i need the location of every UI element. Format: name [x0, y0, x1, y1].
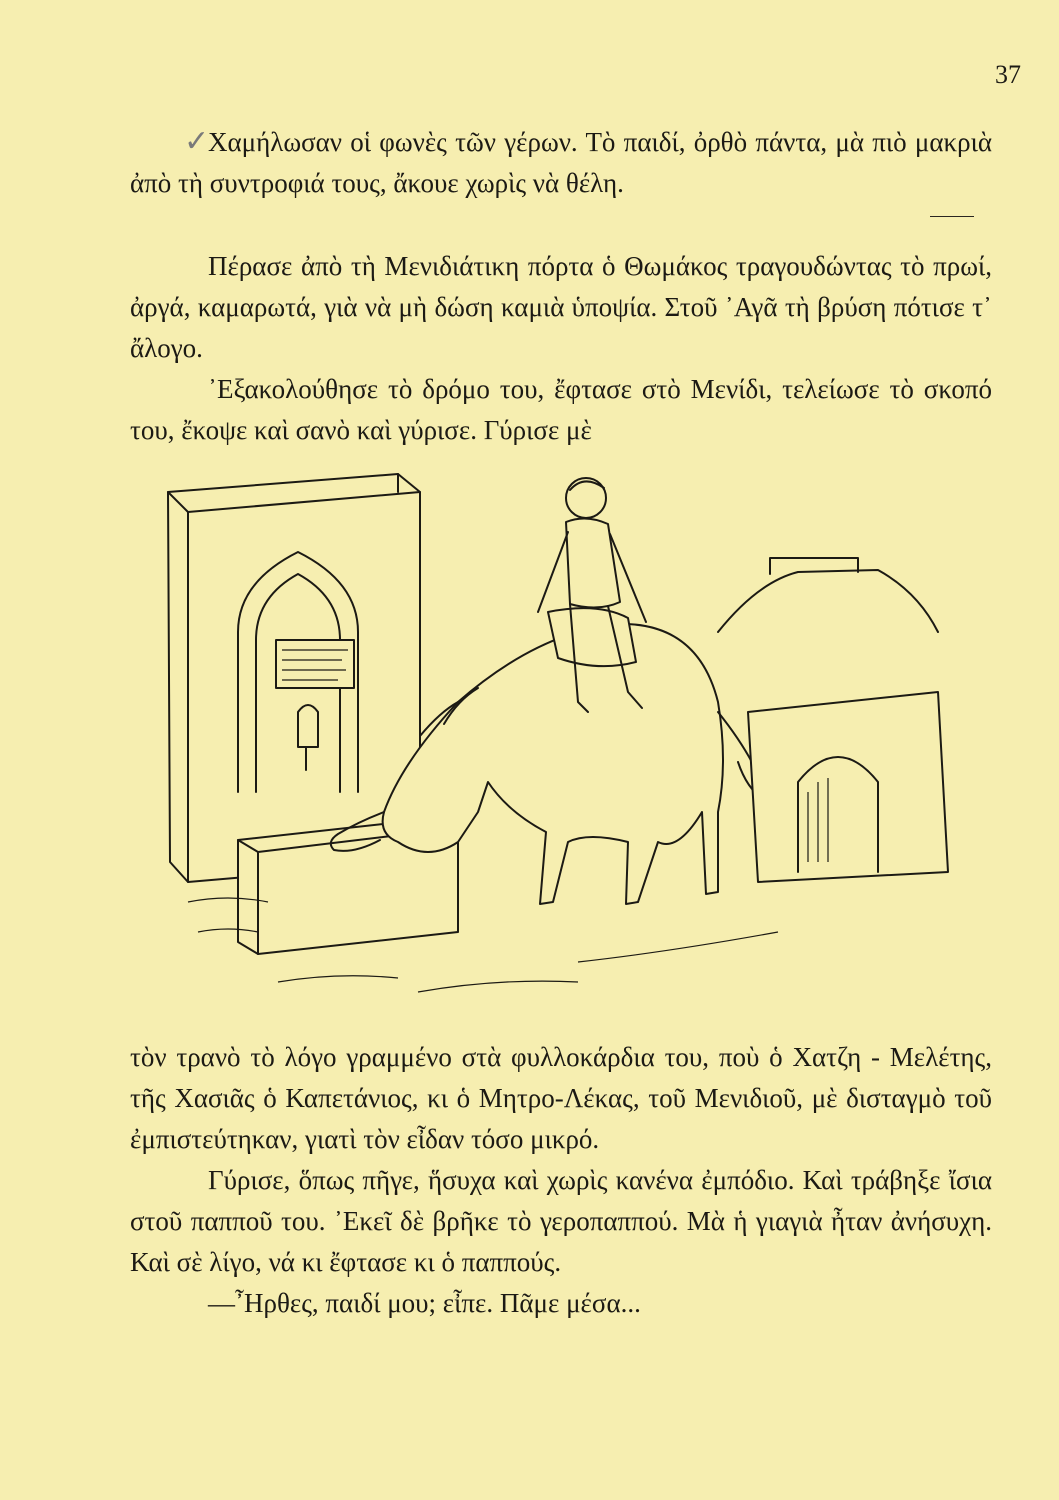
- paragraph: Πέρασε ἀπὸ τὴ Μενιδιάτικη πόρτα ὁ Θωμάκος τραγουδώντας τὸ πρωί, ἀργά, καμαρωτά, γιὰ νὰ μὴ δώση καμιὰ ὑποψία. Στοῦ ᾿Αγᾶ τὴ βρύση πότισε τ᾿ ἄλογο.: [130, 251, 992, 363]
- page-number: 37: [995, 60, 1021, 89]
- dialogue-line: —῏Ηρθες, παιδί μου; εἶπε. Πᾶμε μέσα...: [208, 1288, 641, 1318]
- section-divider: [930, 216, 974, 217]
- rider-head: [566, 478, 606, 518]
- city-gate: [748, 692, 948, 882]
- paragraph: τὸν τρανὸ τὸ λόγο γραμμένο στὰ φυλλοκάρδια του, ποὺ ὁ Χατζη - Μελέτης, τῆς Χασιᾶς ὁ Καπετάνιος, κι ὁ Μητρο-Λέκας, τοῦ Μενιδιοῦ, μὲ δισταγμὸ τοῦ ἐμπιστεύτηκαν, γιατὶ τὸν εἶδαν τόσο μικρό.: [130, 1042, 992, 1154]
- text-block-middle: [130, 246, 992, 451]
- acropolis-hill: [718, 570, 938, 632]
- paragraph: ᾿Εξακολούθησε τὸ δρόμο του, ἔφτασε στὸ Μενίδι, τελείωσε τὸ σκοπό του, ἔκοψε καὶ σανὸ καὶ γύρισε. Γύρισε μὲ: [130, 374, 992, 445]
- text-block-bottom: [130, 1037, 992, 1324]
- margin-check-mark: ✓: [184, 124, 210, 159]
- rider-body: [566, 518, 620, 607]
- inscription-plaque: [276, 640, 354, 688]
- paragraph: Χαμήλωσαν οἱ φωνὲς τῶν γέρων. Τὸ παιδί, ὀρθὸ πάντα, μὰ πιὸ μακριὰ ἀπὸ τὴ συντροφιά τους, ἄκουε χωρὶς νὰ θέλη.: [130, 127, 992, 198]
- fountain-horse-illustration: [158, 462, 970, 1022]
- saddle: [548, 608, 636, 666]
- text-block-top: [130, 122, 992, 204]
- paragraph: Γύρισε, ὅπως πῆγε, ἥσυχα καὶ χωρὶς κανένα ἐμπόδιο. Καὶ τράβηξε ἴσια στοῦ παπποῦ του. ᾿Εκεῖ δὲ βρῆκε τὸ γεροπαππού. Μὰ ἡ γιαγιὰ ἦταν ἀνήσυχη. Καὶ σὲ λίγο, νά κι ἔφτασε κι ὁ παππούς.: [130, 1165, 992, 1277]
